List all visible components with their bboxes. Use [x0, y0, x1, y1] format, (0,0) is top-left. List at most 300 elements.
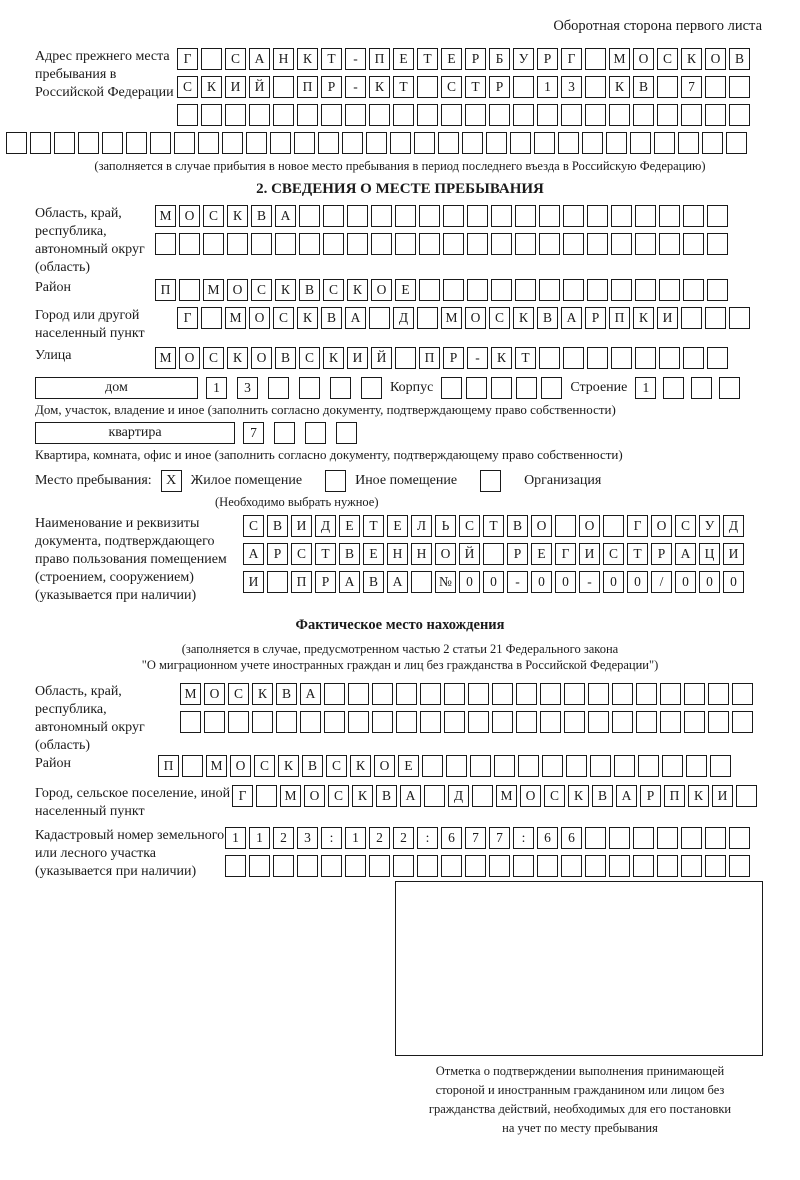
char-cell[interactable]: К — [609, 76, 630, 98]
char-cell[interactable] — [707, 233, 728, 255]
char-cell[interactable]: К — [227, 205, 248, 227]
char-cell[interactable]: О — [249, 307, 270, 329]
char-cell[interactable] — [179, 233, 200, 255]
char-cell[interactable]: М — [180, 683, 201, 705]
char-cell[interactable] — [78, 132, 99, 154]
char-cell[interactable]: В — [276, 683, 297, 705]
char-cell[interactable] — [729, 827, 750, 849]
char-cell[interactable]: Т — [483, 515, 504, 537]
char-cell[interactable]: К — [513, 307, 534, 329]
char-cell[interactable] — [537, 855, 558, 877]
char-cell[interactable]: С — [228, 683, 249, 705]
char-cell[interactable]: 1 — [206, 377, 227, 399]
char-cell[interactable] — [347, 233, 368, 255]
char-cell[interactable]: 0 — [675, 571, 696, 593]
char-cell[interactable] — [635, 279, 656, 301]
char-cell[interactable] — [318, 132, 339, 154]
char-cell[interactable] — [491, 279, 512, 301]
char-cell[interactable]: П — [369, 48, 390, 70]
char-cell[interactable] — [638, 755, 659, 777]
char-cell[interactable]: 1 — [635, 377, 656, 399]
char-cell[interactable] — [710, 755, 731, 777]
char-cell[interactable]: № — [435, 571, 456, 593]
char-cell[interactable]: : — [513, 827, 534, 849]
char-cell[interactable]: И — [723, 543, 744, 565]
char-cell[interactable] — [443, 205, 464, 227]
char-cell[interactable] — [705, 307, 726, 329]
char-cell[interactable] — [633, 104, 654, 126]
char-cell[interactable]: А — [249, 48, 270, 70]
char-cell[interactable] — [683, 279, 704, 301]
char-cell[interactable] — [513, 104, 534, 126]
char-cell[interactable] — [663, 377, 684, 399]
char-cell[interactable] — [102, 132, 123, 154]
char-cell[interactable]: О — [179, 205, 200, 227]
char-cell[interactable]: М — [155, 347, 176, 369]
char-cell[interactable] — [657, 827, 678, 849]
char-cell[interactable]: Р — [507, 543, 528, 565]
char-cell[interactable]: Н — [387, 543, 408, 565]
char-cell[interactable] — [729, 76, 750, 98]
char-cell[interactable]: - — [345, 48, 366, 70]
char-cell[interactable]: 0 — [699, 571, 720, 593]
char-cell[interactable] — [267, 571, 288, 593]
char-cell[interactable] — [270, 132, 291, 154]
char-cell[interactable] — [515, 205, 536, 227]
char-cell[interactable]: О — [705, 48, 726, 70]
stay-type-checkbox-residential[interactable]: X — [161, 470, 182, 492]
char-cell[interactable] — [612, 683, 633, 705]
char-cell[interactable] — [466, 377, 487, 399]
char-cell[interactable]: П — [609, 307, 630, 329]
char-cell[interactable]: Ь — [435, 515, 456, 537]
char-cell[interactable] — [732, 683, 753, 705]
char-cell[interactable] — [361, 377, 382, 399]
char-cell[interactable]: И — [225, 76, 246, 98]
char-cell[interactable] — [468, 711, 489, 733]
char-cell[interactable]: К — [350, 755, 371, 777]
char-cell[interactable]: С — [225, 48, 246, 70]
char-cell[interactable]: Т — [627, 543, 648, 565]
char-cell[interactable] — [222, 132, 243, 154]
char-cell[interactable] — [563, 233, 584, 255]
char-cell[interactable] — [396, 683, 417, 705]
char-cell[interactable] — [249, 855, 270, 877]
char-cell[interactable]: 6 — [537, 827, 558, 849]
char-cell[interactable] — [180, 711, 201, 733]
char-cell[interactable] — [707, 347, 728, 369]
char-cell[interactable]: 1 — [249, 827, 270, 849]
char-cell[interactable] — [297, 855, 318, 877]
char-cell[interactable] — [707, 279, 728, 301]
char-cell[interactable]: О — [227, 279, 248, 301]
char-cell[interactable]: Г — [177, 48, 198, 70]
char-cell[interactable] — [419, 233, 440, 255]
char-cell[interactable] — [654, 132, 675, 154]
char-cell[interactable]: О — [651, 515, 672, 537]
char-cell[interactable]: 2 — [369, 827, 390, 849]
char-cell[interactable] — [300, 711, 321, 733]
char-cell[interactable] — [323, 233, 344, 255]
char-cell[interactable] — [366, 132, 387, 154]
char-cell[interactable]: А — [616, 785, 637, 807]
char-cell[interactable] — [736, 785, 757, 807]
char-cell[interactable]: С — [203, 347, 224, 369]
char-cell[interactable] — [369, 855, 390, 877]
char-cell[interactable]: - — [345, 76, 366, 98]
char-cell[interactable]: Р — [585, 307, 606, 329]
char-cell[interactable] — [371, 205, 392, 227]
char-cell[interactable]: Т — [417, 48, 438, 70]
char-cell[interactable] — [489, 855, 510, 877]
char-cell[interactable] — [299, 233, 320, 255]
char-cell[interactable]: 7 — [681, 76, 702, 98]
char-cell[interactable]: 0 — [555, 571, 576, 593]
char-cell[interactable]: В — [299, 279, 320, 301]
char-cell[interactable] — [198, 132, 219, 154]
char-cell[interactable]: 6 — [441, 827, 462, 849]
char-cell[interactable] — [273, 104, 294, 126]
char-cell[interactable] — [633, 855, 654, 877]
char-cell[interactable] — [609, 855, 630, 877]
char-cell[interactable] — [635, 205, 656, 227]
char-cell[interactable] — [411, 571, 432, 593]
char-cell[interactable] — [395, 347, 416, 369]
char-cell[interactable]: О — [579, 515, 600, 537]
char-cell[interactable] — [467, 279, 488, 301]
char-cell[interactable]: Т — [363, 515, 384, 537]
char-cell[interactable] — [563, 205, 584, 227]
char-cell[interactable] — [174, 132, 195, 154]
char-cell[interactable]: Н — [273, 48, 294, 70]
char-cell[interactable] — [585, 827, 606, 849]
char-cell[interactable]: К — [688, 785, 709, 807]
char-cell[interactable]: Й — [459, 543, 480, 565]
char-cell[interactable] — [54, 132, 75, 154]
char-cell[interactable]: У — [699, 515, 720, 537]
char-cell[interactable] — [347, 205, 368, 227]
char-cell[interactable] — [179, 279, 200, 301]
char-cell[interactable]: Р — [443, 347, 464, 369]
char-cell[interactable]: 3 — [297, 827, 318, 849]
char-cell[interactable] — [707, 205, 728, 227]
char-cell[interactable] — [539, 205, 560, 227]
char-cell[interactable] — [614, 755, 635, 777]
char-cell[interactable] — [371, 233, 392, 255]
char-cell[interactable] — [635, 233, 656, 255]
char-cell[interactable] — [177, 104, 198, 126]
char-cell[interactable] — [590, 755, 611, 777]
char-cell[interactable]: К — [275, 279, 296, 301]
char-cell[interactable] — [705, 855, 726, 877]
char-cell[interactable] — [486, 132, 507, 154]
char-cell[interactable] — [657, 76, 678, 98]
char-cell[interactable] — [417, 307, 438, 329]
char-cell[interactable] — [609, 104, 630, 126]
char-cell[interactable] — [587, 279, 608, 301]
char-cell[interactable]: О — [374, 755, 395, 777]
char-cell[interactable]: М — [225, 307, 246, 329]
char-cell[interactable] — [422, 755, 443, 777]
char-cell[interactable]: А — [675, 543, 696, 565]
char-cell[interactable] — [719, 377, 740, 399]
char-cell[interactable]: П — [297, 76, 318, 98]
char-cell[interactable]: Е — [398, 755, 419, 777]
char-cell[interactable]: У — [513, 48, 534, 70]
char-cell[interactable]: С — [603, 543, 624, 565]
char-cell[interactable] — [483, 543, 504, 565]
char-cell[interactable] — [395, 205, 416, 227]
char-cell[interactable]: Г — [555, 543, 576, 565]
char-cell[interactable] — [225, 104, 246, 126]
char-cell[interactable] — [419, 279, 440, 301]
char-cell[interactable]: О — [230, 755, 251, 777]
char-cell[interactable]: Е — [339, 515, 360, 537]
char-cell[interactable]: В — [633, 76, 654, 98]
char-cell[interactable] — [491, 205, 512, 227]
char-cell[interactable] — [256, 785, 277, 807]
char-cell[interactable] — [683, 205, 704, 227]
char-cell[interactable] — [686, 755, 707, 777]
char-cell[interactable] — [705, 827, 726, 849]
char-cell[interactable]: М — [609, 48, 630, 70]
stay-type-checkbox-other-premises[interactable] — [325, 470, 346, 492]
char-cell[interactable] — [587, 233, 608, 255]
char-cell[interactable] — [419, 205, 440, 227]
char-cell[interactable] — [299, 377, 320, 399]
char-cell[interactable] — [566, 755, 587, 777]
char-cell[interactable] — [585, 855, 606, 877]
char-cell[interactable]: Е — [531, 543, 552, 565]
char-cell[interactable] — [467, 233, 488, 255]
char-cell[interactable]: О — [304, 785, 325, 807]
char-cell[interactable]: Г — [232, 785, 253, 807]
char-cell[interactable] — [420, 711, 441, 733]
char-cell[interactable]: Г — [177, 307, 198, 329]
char-cell[interactable]: Т — [393, 76, 414, 98]
char-cell[interactable] — [204, 711, 225, 733]
char-cell[interactable]: С — [544, 785, 565, 807]
char-cell[interactable]: : — [321, 827, 342, 849]
char-cell[interactable] — [494, 755, 515, 777]
char-cell[interactable] — [516, 683, 537, 705]
char-cell[interactable]: Н — [411, 543, 432, 565]
char-cell[interactable] — [516, 711, 537, 733]
char-cell[interactable] — [249, 104, 270, 126]
char-cell[interactable]: : — [417, 827, 438, 849]
char-cell[interactable]: О — [520, 785, 541, 807]
char-cell[interactable]: Т — [465, 76, 486, 98]
char-cell[interactable]: В — [302, 755, 323, 777]
char-cell[interactable] — [468, 683, 489, 705]
char-cell[interactable]: 2 — [393, 827, 414, 849]
char-cell[interactable]: К — [347, 279, 368, 301]
char-cell[interactable] — [465, 104, 486, 126]
char-cell[interactable]: 2 — [273, 827, 294, 849]
char-cell[interactable]: Д — [723, 515, 744, 537]
char-cell[interactable] — [324, 711, 345, 733]
char-cell[interactable]: В — [537, 307, 558, 329]
char-cell[interactable]: С — [203, 205, 224, 227]
char-cell[interactable] — [273, 855, 294, 877]
char-cell[interactable]: Е — [387, 515, 408, 537]
char-cell[interactable]: С — [657, 48, 678, 70]
char-cell[interactable]: Й — [249, 76, 270, 98]
char-cell[interactable] — [611, 233, 632, 255]
char-cell[interactable] — [539, 233, 560, 255]
char-cell[interactable] — [444, 683, 465, 705]
char-cell[interactable] — [630, 132, 651, 154]
char-cell[interactable]: О — [251, 347, 272, 369]
char-cell[interactable] — [683, 233, 704, 255]
char-cell[interactable]: Т — [515, 347, 536, 369]
char-cell[interactable] — [702, 132, 723, 154]
char-cell[interactable] — [684, 711, 705, 733]
char-cell[interactable]: В — [507, 515, 528, 537]
char-cell[interactable] — [424, 785, 445, 807]
char-cell[interactable] — [732, 711, 753, 733]
char-cell[interactable] — [228, 711, 249, 733]
char-cell[interactable] — [726, 132, 747, 154]
char-cell[interactable]: М — [155, 205, 176, 227]
char-cell[interactable]: В — [729, 48, 750, 70]
char-cell[interactable]: Р — [537, 48, 558, 70]
char-cell[interactable] — [513, 76, 534, 98]
char-cell[interactable] — [729, 104, 750, 126]
char-cell[interactable] — [561, 104, 582, 126]
char-cell[interactable] — [489, 104, 510, 126]
char-cell[interactable]: В — [251, 205, 272, 227]
char-cell[interactable]: 0 — [483, 571, 504, 593]
char-cell[interactable] — [491, 377, 512, 399]
char-cell[interactable] — [657, 104, 678, 126]
char-cell[interactable]: С — [299, 347, 320, 369]
char-cell[interactable]: И — [347, 347, 368, 369]
char-cell[interactable] — [372, 711, 393, 733]
char-cell[interactable]: К — [681, 48, 702, 70]
char-cell[interactable] — [636, 711, 657, 733]
char-cell[interactable] — [348, 683, 369, 705]
char-cell[interactable] — [345, 104, 366, 126]
char-cell[interactable]: О — [435, 543, 456, 565]
char-cell[interactable] — [705, 76, 726, 98]
char-cell[interactable]: С — [489, 307, 510, 329]
char-cell[interactable] — [444, 711, 465, 733]
char-cell[interactable]: К — [323, 347, 344, 369]
char-cell[interactable]: С — [251, 279, 272, 301]
char-cell[interactable]: К — [278, 755, 299, 777]
char-cell[interactable] — [708, 683, 729, 705]
char-cell[interactable] — [321, 104, 342, 126]
char-cell[interactable] — [155, 233, 176, 255]
char-cell[interactable]: И — [291, 515, 312, 537]
char-cell[interactable] — [585, 76, 606, 98]
char-cell[interactable]: В — [275, 347, 296, 369]
char-cell[interactable]: 3 — [561, 76, 582, 98]
char-cell[interactable]: И — [579, 543, 600, 565]
char-cell[interactable] — [588, 711, 609, 733]
char-cell[interactable] — [201, 48, 222, 70]
char-cell[interactable] — [611, 205, 632, 227]
char-cell[interactable] — [369, 104, 390, 126]
char-cell[interactable] — [390, 132, 411, 154]
char-cell[interactable]: К — [352, 785, 373, 807]
char-cell[interactable] — [348, 711, 369, 733]
char-cell[interactable] — [539, 347, 560, 369]
char-cell[interactable]: С — [291, 543, 312, 565]
char-cell[interactable] — [470, 755, 491, 777]
char-cell[interactable] — [588, 683, 609, 705]
char-cell[interactable]: Т — [321, 48, 342, 70]
char-cell[interactable]: В — [339, 543, 360, 565]
char-cell[interactable] — [540, 683, 561, 705]
char-cell[interactable] — [324, 683, 345, 705]
char-cell[interactable]: К — [201, 76, 222, 98]
char-cell[interactable] — [274, 422, 295, 444]
char-cell[interactable] — [662, 755, 683, 777]
char-cell[interactable] — [492, 711, 513, 733]
char-cell[interactable] — [273, 76, 294, 98]
char-cell[interactable] — [182, 755, 203, 777]
char-cell[interactable]: О — [179, 347, 200, 369]
char-cell[interactable] — [297, 104, 318, 126]
char-cell[interactable]: В — [592, 785, 613, 807]
char-cell[interactable] — [539, 279, 560, 301]
char-cell[interactable] — [417, 76, 438, 98]
char-cell[interactable]: Д — [393, 307, 414, 329]
char-cell[interactable] — [393, 855, 414, 877]
char-cell[interactable] — [275, 233, 296, 255]
char-cell[interactable] — [252, 711, 273, 733]
char-cell[interactable] — [268, 377, 289, 399]
char-cell[interactable] — [323, 205, 344, 227]
char-cell[interactable]: О — [204, 683, 225, 705]
char-cell[interactable]: Р — [651, 543, 672, 565]
char-cell[interactable]: А — [387, 571, 408, 593]
char-cell[interactable] — [611, 279, 632, 301]
char-cell[interactable]: Р — [465, 48, 486, 70]
char-cell[interactable] — [555, 515, 576, 537]
char-cell[interactable] — [564, 711, 585, 733]
char-cell[interactable]: С — [177, 76, 198, 98]
char-cell[interactable]: П — [419, 347, 440, 369]
char-cell[interactable] — [276, 711, 297, 733]
char-cell[interactable] — [342, 132, 363, 154]
char-cell[interactable] — [396, 711, 417, 733]
char-cell[interactable]: М — [441, 307, 462, 329]
char-cell[interactable]: С — [459, 515, 480, 537]
char-cell[interactable] — [657, 855, 678, 877]
char-cell[interactable] — [542, 755, 563, 777]
char-cell[interactable] — [515, 233, 536, 255]
char-cell[interactable] — [691, 377, 712, 399]
char-cell[interactable] — [683, 347, 704, 369]
char-cell[interactable]: С — [441, 76, 462, 98]
char-cell[interactable] — [659, 233, 680, 255]
char-cell[interactable]: Й — [371, 347, 392, 369]
char-cell[interactable]: М — [280, 785, 301, 807]
char-cell[interactable]: О — [465, 307, 486, 329]
char-cell[interactable]: - — [579, 571, 600, 593]
char-cell[interactable] — [513, 855, 534, 877]
char-cell[interactable]: К — [568, 785, 589, 807]
char-cell[interactable]: М — [203, 279, 224, 301]
char-cell[interactable]: 0 — [627, 571, 648, 593]
char-cell[interactable]: В — [321, 307, 342, 329]
char-cell[interactable]: С — [675, 515, 696, 537]
char-cell[interactable]: А — [275, 205, 296, 227]
char-cell[interactable] — [345, 855, 366, 877]
